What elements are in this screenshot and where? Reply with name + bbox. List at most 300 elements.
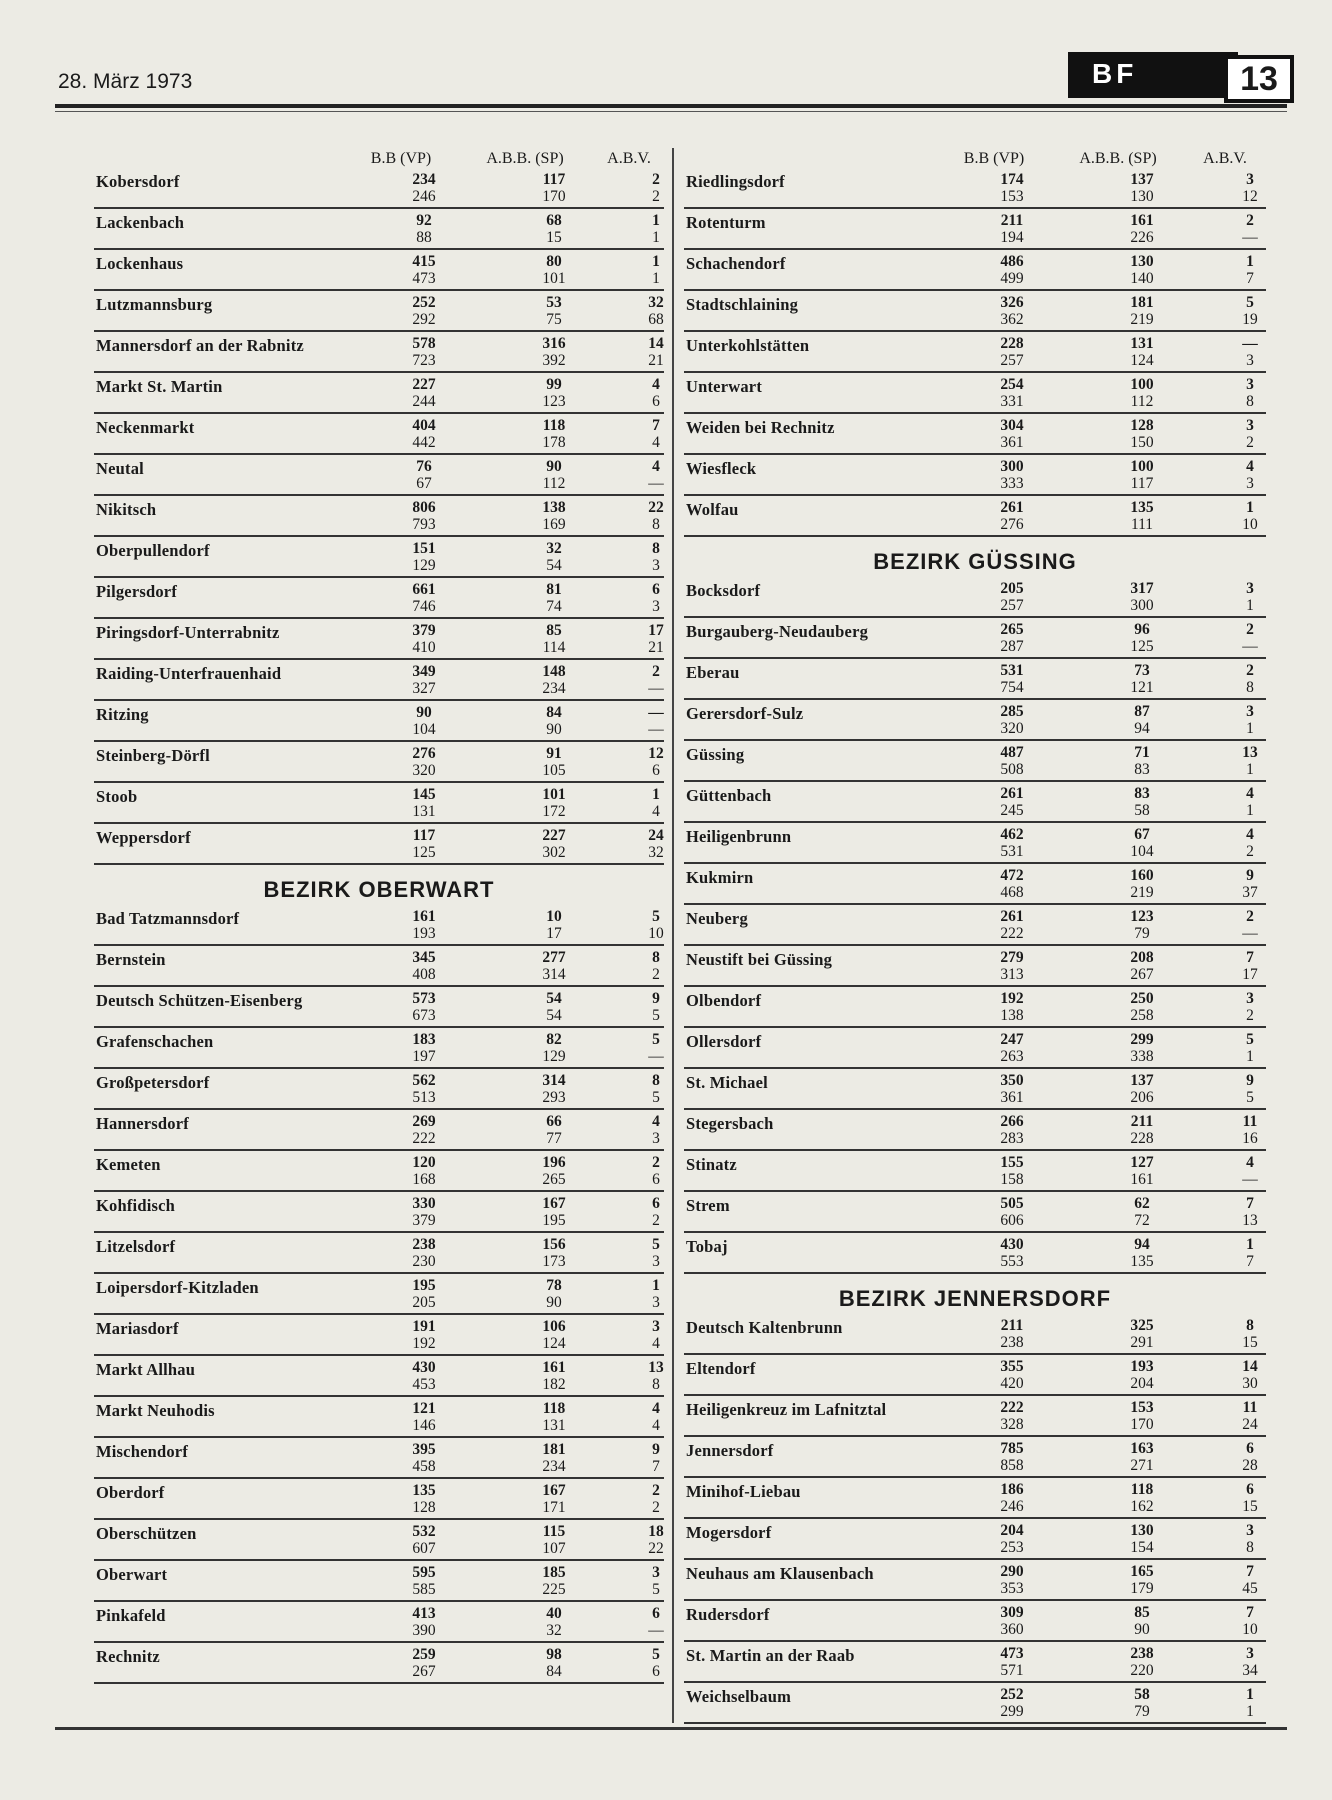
votes-abv-current: 1 — [1246, 1236, 1254, 1253]
votes-vp-current: 595 — [412, 1564, 436, 1581]
votes-sp-current: 196 — [542, 1154, 566, 1171]
votes-sp-current: 99 — [546, 376, 562, 393]
municipality-name: Kohfidisch — [96, 1196, 176, 1215]
votes-sp-current: 118 — [542, 1400, 566, 1417]
municipality-name: Piringsdorf-Unterrabnitz — [96, 623, 280, 642]
votes-vp-previous: 287 — [1000, 638, 1024, 655]
votes-vp-previous: 607 — [412, 1540, 436, 1557]
votes-vp-current: 252 — [1000, 1686, 1024, 1703]
votes-abv-previous: 1 — [652, 270, 660, 287]
votes-vp-previous: 257 — [1000, 352, 1024, 369]
votes-abv-current: 14 — [648, 335, 664, 352]
votes-abv-current: 2 — [1246, 621, 1254, 638]
municipality-name: Eltendorf — [686, 1359, 756, 1378]
votes-vp-previous: 276 — [1000, 516, 1024, 533]
votes-vp-previous: 468 — [1000, 884, 1024, 901]
votes-sp-previous: 234 — [542, 680, 566, 697]
right-rows-group — [684, 170, 1266, 539]
municipality-name: Unterkohlstätten — [686, 336, 810, 355]
votes-abv-current: 6 — [1246, 1481, 1254, 1498]
votes-sp-current: 131 — [1130, 335, 1154, 352]
municipality-name: Bernstein — [96, 950, 166, 969]
votes-sp-previous: 293 — [542, 1089, 566, 1106]
municipality-name: Rechnitz — [96, 1647, 160, 1666]
votes-vp-current: 404 — [412, 417, 436, 434]
votes-vp-current: 205 — [1000, 580, 1024, 597]
votes-abv-previous: 12 — [1242, 188, 1258, 205]
municipality-name: Mannersdorf an der Rabnitz — [96, 336, 304, 355]
votes-abv-previous: — — [1242, 925, 1258, 942]
votes-vp-current: 222 — [1000, 1399, 1024, 1416]
municipality-row — [94, 1399, 664, 1440]
votes-vp-previous: 205 — [412, 1294, 436, 1311]
votes-vp-current: 349 — [412, 663, 436, 680]
votes-abv-current: 5 — [1246, 294, 1254, 311]
votes-vp-current: 379 — [412, 622, 436, 639]
municipality-row — [94, 1645, 664, 1686]
row-divider — [684, 780, 1266, 782]
row-divider — [684, 985, 1266, 987]
row-divider — [684, 903, 1266, 905]
row-divider — [684, 207, 1266, 209]
municipality-name: Neustift bei Güssing — [686, 950, 833, 969]
votes-abv-previous: 5 — [652, 1089, 660, 1106]
municipality-name: Minihof-Liebau — [686, 1482, 801, 1501]
votes-vp-previous: 723 — [412, 352, 436, 369]
votes-abv-current: 8 — [652, 540, 660, 557]
municipality-row — [94, 334, 664, 375]
votes-abv-previous: 17 — [1242, 966, 1258, 983]
votes-abv-current: 4 — [1246, 458, 1254, 475]
votes-vp-previous: 746 — [412, 598, 436, 615]
votes-abv-current: 17 — [648, 622, 664, 639]
votes-sp-current: 90 — [546, 458, 562, 475]
votes-sp-current: 115 — [542, 1523, 566, 1540]
votes-abv-current: 3 — [1246, 417, 1254, 434]
votes-vp-current: 261 — [1000, 908, 1024, 925]
votes-abv-current: 8 — [1246, 1317, 1254, 1334]
row-divider — [94, 1067, 664, 1069]
municipality-name: Oberpullendorf — [96, 541, 210, 560]
votes-abv-current: 3 — [1246, 171, 1254, 188]
municipality-name: Mogersdorf — [686, 1523, 772, 1542]
votes-sp-previous: 112 — [542, 475, 566, 492]
votes-abv-previous: 1 — [652, 229, 660, 246]
votes-abv-current: 3 — [1246, 376, 1254, 393]
row-divider — [684, 1476, 1266, 1478]
row-divider — [94, 1518, 664, 1520]
votes-vp-current: 228 — [1000, 335, 1024, 352]
votes-abv-current: 7 — [1246, 1604, 1254, 1621]
votes-abv-previous: 19 — [1242, 311, 1258, 328]
municipality-row — [684, 1030, 1266, 1071]
votes-sp-previous: 125 — [1130, 638, 1154, 655]
municipality-row — [684, 907, 1266, 948]
municipality-row — [94, 1604, 664, 1645]
votes-sp-previous: 114 — [542, 639, 566, 656]
header-rule — [55, 104, 1287, 108]
votes-sp-previous: 15 — [546, 229, 562, 246]
votes-abv-current: 14 — [1242, 1358, 1258, 1375]
row-divider — [94, 1682, 664, 1684]
votes-sp-previous: 170 — [1130, 1416, 1154, 1433]
row-divider — [684, 1190, 1266, 1192]
votes-abv-previous: — — [1242, 638, 1258, 655]
municipality-row — [94, 907, 664, 948]
votes-vp-current: 285 — [1000, 703, 1024, 720]
votes-vp-previous: 222 — [412, 1130, 436, 1147]
row-divider — [684, 1353, 1266, 1355]
votes-sp-current: 118 — [542, 417, 566, 434]
votes-abv-previous: 34 — [1242, 1662, 1258, 1679]
votes-vp-current: 269 — [412, 1113, 436, 1130]
votes-abv-previous: 28 — [1242, 1457, 1258, 1474]
votes-abv-current: 4 — [652, 1400, 660, 1417]
votes-abv-previous: 3 — [1246, 352, 1254, 369]
votes-sp-current: 277 — [542, 949, 566, 966]
left-column — [94, 150, 664, 1686]
votes-abv-current: 7 — [652, 417, 660, 434]
municipality-name: Deutsch Kaltenbrunn — [686, 1318, 843, 1337]
municipality-name: Stegersbach — [686, 1114, 774, 1133]
votes-sp-current: 160 — [1130, 867, 1154, 884]
votes-vp-current: 532 — [412, 1523, 436, 1540]
votes-vp-current: 304 — [1000, 417, 1024, 434]
votes-abv-previous: 5 — [652, 1007, 660, 1024]
votes-sp-previous: 265 — [542, 1171, 566, 1188]
votes-sp-current: 81 — [546, 581, 562, 598]
votes-abv-previous: 7 — [1246, 1253, 1254, 1270]
votes-vp-previous: 246 — [412, 188, 436, 205]
row-divider — [684, 616, 1266, 618]
votes-sp-previous: 291 — [1130, 1334, 1154, 1351]
votes-vp-previous: 331 — [1000, 393, 1024, 410]
municipality-name: Jennersdorf — [686, 1441, 774, 1460]
municipality-name: Weichselbaum — [686, 1687, 792, 1706]
municipality-name: Steinberg-Dörfl — [96, 746, 210, 765]
municipality-name: Bocksdorf — [686, 581, 761, 600]
row-divider — [684, 1026, 1266, 1028]
votes-abv-previous: 4 — [652, 1335, 660, 1352]
votes-vp-current: 261 — [1000, 499, 1024, 516]
row-divider — [684, 412, 1266, 414]
votes-abv-previous: 2 — [652, 188, 660, 205]
votes-sp-current: 106 — [542, 1318, 566, 1335]
votes-vp-current: 266 — [1000, 1113, 1024, 1130]
votes-sp-previous: 79 — [1134, 1703, 1150, 1720]
votes-sp-current: 153 — [1130, 1399, 1154, 1416]
votes-sp-previous: 111 — [1130, 516, 1154, 533]
municipality-row — [94, 703, 664, 744]
votes-vp-current: 174 — [1000, 171, 1024, 188]
col-header-sp: A.B.B. (SP) — [486, 150, 564, 167]
votes-sp-previous: 94 — [1134, 720, 1150, 737]
votes-vp-previous: 361 — [1000, 1089, 1024, 1106]
municipality-name: Litzelsdorf — [96, 1237, 176, 1256]
municipality-name: Olbendorf — [686, 991, 762, 1010]
district-heading-guessing: BEZIRK GÜSSING — [873, 549, 1077, 574]
votes-sp-previous: 135 — [1130, 1253, 1154, 1270]
municipality-row — [94, 170, 664, 211]
municipality-name: Stoob — [96, 787, 138, 806]
votes-abv-previous: 3 — [652, 1294, 660, 1311]
votes-vp-current: 279 — [1000, 949, 1024, 966]
municipality-row — [684, 1480, 1266, 1521]
votes-abv-current: 9 — [652, 1441, 660, 1458]
votes-vp-current: 254 — [1000, 376, 1024, 393]
municipality-name: Rotenturm — [686, 213, 766, 232]
votes-abv-current: 1 — [652, 253, 660, 270]
municipality-row — [684, 375, 1266, 416]
oberwart-rows-group — [94, 907, 664, 1686]
votes-abv-previous: 3 — [652, 1130, 660, 1147]
votes-sp-previous: 300 — [1130, 597, 1154, 614]
votes-abv-current: 2 — [652, 1482, 660, 1499]
votes-vp-previous: 793 — [412, 516, 436, 533]
votes-vp-current: 92 — [416, 212, 432, 229]
votes-abv-current: 3 — [1246, 1522, 1254, 1539]
row-divider — [94, 781, 664, 783]
municipality-row — [684, 620, 1266, 661]
votes-sp-previous: 32 — [546, 1622, 562, 1639]
votes-sp-previous: 161 — [1130, 1171, 1154, 1188]
votes-vp-previous: 253 — [1000, 1539, 1024, 1556]
municipality-name: Raiding-Unterfrauenhaid — [96, 664, 282, 683]
votes-sp-current: 87 — [1134, 703, 1150, 720]
votes-vp-current: 90 — [416, 704, 432, 721]
votes-sp-previous: 219 — [1130, 884, 1154, 901]
votes-vp-previous: 585 — [412, 1581, 436, 1598]
left-rows-group — [94, 170, 664, 867]
votes-sp-previous: 267 — [1130, 966, 1154, 983]
votes-sp-current: 211 — [1130, 1113, 1154, 1130]
votes-vp-previous: 473 — [412, 270, 436, 287]
votes-vp-previous: 410 — [412, 639, 436, 656]
votes-abv-previous: — — [648, 1622, 664, 1639]
votes-abv-previous: 3 — [1246, 475, 1254, 492]
votes-vp-previous: 420 — [1000, 1375, 1024, 1392]
votes-sp-previous: 74 — [546, 598, 562, 615]
district-heading-oberwart: BEZIRK OBERWART — [263, 877, 495, 902]
votes-vp-current: 259 — [412, 1646, 436, 1663]
row-divider — [684, 1231, 1266, 1233]
municipality-row — [94, 457, 664, 498]
row-divider — [684, 248, 1266, 250]
municipality-row — [94, 1071, 664, 1112]
row-divider — [684, 1108, 1266, 1110]
row-divider — [94, 371, 664, 373]
row-divider — [94, 248, 664, 250]
municipality-row — [684, 989, 1266, 1030]
votes-vp-previous: 408 — [412, 966, 436, 983]
municipality-row — [94, 662, 664, 703]
row-divider — [94, 1477, 664, 1479]
votes-abv-previous: 4 — [652, 803, 660, 820]
votes-abv-previous: 24 — [1242, 1416, 1258, 1433]
votes-sp-current: 314 — [542, 1072, 566, 1089]
row-divider — [94, 1026, 664, 1028]
votes-sp-current: 62 — [1134, 1195, 1150, 1212]
votes-sp-previous: 171 — [542, 1499, 566, 1516]
left-table-header — [94, 150, 664, 170]
votes-abv-current: 7 — [1246, 1563, 1254, 1580]
municipality-name: Weiden bei Rechnitz — [686, 418, 835, 437]
votes-vp-previous: 245 — [1000, 802, 1024, 819]
municipality-name: Neuhaus am Klausenbach — [686, 1564, 874, 1583]
votes-sp-previous: 173 — [542, 1253, 566, 1270]
votes-abv-current: 7 — [1246, 1195, 1254, 1212]
votes-sp-current: 299 — [1130, 1031, 1154, 1048]
row-divider — [94, 330, 664, 332]
votes-sp-previous: 234 — [542, 1458, 566, 1475]
row-divider — [94, 822, 664, 824]
municipality-row — [94, 1317, 664, 1358]
votes-abv-current: 3 — [1246, 990, 1254, 1007]
votes-abv-current: 5 — [1246, 1031, 1254, 1048]
municipality-name: Nikitsch — [96, 500, 157, 519]
votes-abv-current: 6 — [652, 581, 660, 598]
votes-sp-current: 135 — [1130, 499, 1154, 516]
votes-vp-previous: 263 — [1000, 1048, 1024, 1065]
votes-vp-current: 120 — [412, 1154, 436, 1171]
votes-abv-previous: 4 — [652, 1417, 660, 1434]
votes-vp-previous: 320 — [412, 762, 436, 779]
votes-sp-previous: 182 — [542, 1376, 566, 1393]
votes-abv-previous: 2 — [1246, 843, 1254, 860]
row-divider — [684, 1149, 1266, 1151]
municipality-name: Schachendorf — [686, 254, 786, 273]
votes-vp-current: 183 — [412, 1031, 436, 1048]
votes-sp-previous: 140 — [1130, 270, 1154, 287]
votes-abv-previous: — — [1242, 229, 1258, 246]
votes-abv-previous: 6 — [652, 393, 660, 410]
votes-sp-current: 137 — [1130, 1072, 1154, 1089]
municipality-row — [94, 1481, 664, 1522]
page-number: 13 — [1224, 55, 1294, 103]
votes-sp-current: 85 — [1134, 1604, 1150, 1621]
votes-sp-previous: 271 — [1130, 1457, 1154, 1474]
votes-vp-current: 462 — [1000, 826, 1024, 843]
votes-vp-previous: 192 — [412, 1335, 436, 1352]
row-divider — [94, 1559, 664, 1561]
votes-vp-previous: 193 — [412, 925, 436, 942]
row-divider — [684, 1640, 1266, 1642]
right-column — [684, 150, 1266, 1726]
row-divider — [94, 699, 664, 701]
votes-abv-previous: 8 — [652, 1376, 660, 1393]
row-divider — [684, 657, 1266, 659]
row-divider — [94, 1395, 664, 1397]
row-divider — [684, 289, 1266, 291]
municipality-name: Mischendorf — [96, 1442, 189, 1461]
votes-abv-previous: 10 — [648, 925, 664, 942]
votes-vp-previous: 230 — [412, 1253, 436, 1270]
votes-sp-current: 165 — [1130, 1563, 1154, 1580]
votes-sp-current: 127 — [1130, 1154, 1154, 1171]
votes-vp-previous: 499 — [1000, 270, 1024, 287]
municipality-name: Neutal — [96, 459, 144, 478]
votes-sp-previous: 79 — [1134, 925, 1150, 942]
municipality-row — [94, 785, 664, 826]
municipality-name: Heiligenkreuz im Lafnitztal — [686, 1400, 887, 1419]
votes-sp-current: 238 — [1130, 1645, 1154, 1662]
votes-vp-current: 472 — [1000, 867, 1024, 884]
votes-sp-current: 161 — [542, 1359, 566, 1376]
right-table-header — [684, 150, 1266, 170]
row-divider — [94, 576, 664, 578]
votes-abv-current: 1 — [1246, 253, 1254, 270]
municipality-name: Stinatz — [686, 1155, 737, 1174]
municipality-name: Markt St. Martin — [96, 377, 223, 396]
municipality-row — [94, 580, 664, 621]
votes-sp-current: 156 — [542, 1236, 566, 1253]
votes-vp-current: 191 — [412, 1318, 436, 1335]
votes-sp-current: 67 — [1134, 826, 1150, 843]
votes-abv-previous: 2 — [652, 1499, 660, 1516]
votes-abv-previous: 22 — [648, 1540, 664, 1557]
row-divider — [684, 1722, 1266, 1724]
municipality-name: Güttenbach — [686, 786, 772, 805]
votes-sp-previous: 54 — [546, 1007, 562, 1024]
votes-vp-previous: 442 — [412, 434, 436, 451]
votes-abv-previous: 5 — [652, 1581, 660, 1598]
votes-vp-previous: 125 — [412, 844, 436, 861]
votes-vp-current: 487 — [1000, 744, 1024, 761]
votes-abv-previous: 32 — [648, 844, 664, 861]
municipality-row — [94, 375, 664, 416]
votes-vp-previous: 320 — [1000, 720, 1024, 737]
votes-sp-previous: 77 — [546, 1130, 562, 1147]
municipality-row — [684, 948, 1266, 989]
votes-abv-current: 5 — [652, 1646, 660, 1663]
votes-sp-previous: 162 — [1130, 1498, 1154, 1515]
votes-vp-current: 276 — [412, 745, 436, 762]
votes-vp-current: 195 — [412, 1277, 436, 1294]
votes-vp-previous: 508 — [1000, 761, 1024, 778]
votes-abv-current: 13 — [1242, 744, 1258, 761]
votes-abv-previous: 21 — [648, 639, 664, 656]
votes-sp-current: 148 — [542, 663, 566, 680]
votes-sp-previous: 179 — [1130, 1580, 1154, 1597]
votes-abv-current: — — [648, 704, 664, 721]
votes-sp-current: 100 — [1130, 458, 1154, 475]
votes-abv-current: 4 — [1246, 826, 1254, 843]
votes-vp-previous: 328 — [1000, 1416, 1024, 1433]
votes-abv-previous: 6 — [652, 1663, 660, 1680]
col-header-vp: B.B (VP) — [370, 150, 432, 167]
municipality-name: Lockenhaus — [96, 254, 184, 273]
row-divider — [684, 1599, 1266, 1601]
municipality-row — [684, 1357, 1266, 1398]
votes-vp-previous: 88 — [416, 229, 432, 246]
votes-vp-current: 430 — [1000, 1236, 1024, 1253]
votes-sp-current: 317 — [1130, 580, 1154, 597]
votes-vp-current: 135 — [412, 1482, 436, 1499]
votes-abv-previous: 1 — [1246, 761, 1254, 778]
votes-sp-previous: 107 — [542, 1540, 566, 1557]
votes-sp-current: 32 — [546, 540, 562, 557]
header-rule-thin — [55, 111, 1287, 112]
votes-abv-current: 5 — [652, 1236, 660, 1253]
municipality-row — [94, 1276, 664, 1317]
votes-abv-previous: 8 — [1246, 679, 1254, 696]
votes-abv-current: 11 — [1242, 1399, 1258, 1416]
votes-abv-current: 11 — [1242, 1113, 1258, 1130]
municipality-name: Eberau — [686, 663, 740, 682]
votes-sp-previous: 124 — [542, 1335, 566, 1352]
row-divider — [684, 1272, 1266, 1274]
issue-date: 28. März 1973 — [58, 70, 193, 93]
